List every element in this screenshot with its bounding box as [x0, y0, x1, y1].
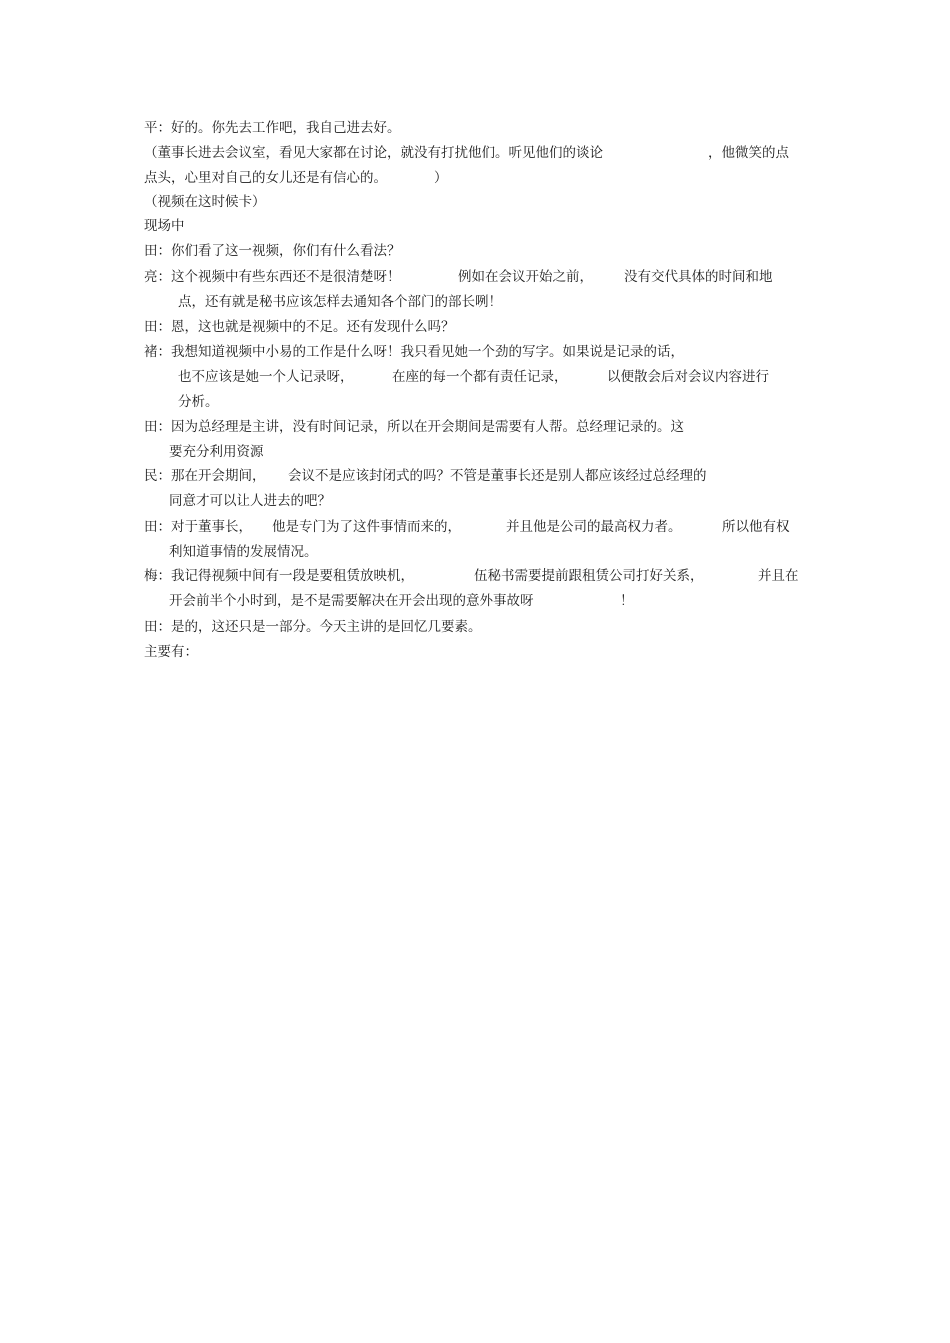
line-1: 平：好的。你先去工作吧，我自己进去好。 — [144, 120, 401, 136]
line-11a: 也不应该是她一个人记录呀， — [178, 369, 354, 385]
line-8: 点，还有就是秘书应该怎样去通知各个部门的部长咧！ — [178, 294, 502, 310]
line-7c: 没有交代具体的时间和地 — [624, 269, 773, 285]
line-21: 田：是的，这还只是一部分。今天主讲的是回忆几要素。 — [144, 619, 482, 635]
line-18: 利知道事情的发展情况。 — [169, 544, 318, 560]
line-17d: 所以他有权 — [722, 519, 790, 535]
line-14: 要充分利用资源 — [169, 444, 264, 460]
line-19c: 并且在 — [758, 568, 799, 584]
line-7b: 例如在会议开始之前， — [458, 269, 593, 285]
line-16: 同意才可以让人进去的吧？ — [169, 493, 331, 509]
line-11b: 在座的每一个都有责任记录， — [392, 369, 568, 385]
line-19a: 梅：我记得视频中间有一段是要租赁放映机， — [144, 568, 414, 584]
line-10: 褚：我想知道视频中小易的工作是什么呀！我只看见她一个劲的写字。如果说是记录的话， — [144, 344, 684, 360]
line-17a: 田：对于董事长， — [144, 519, 252, 535]
line-2a: （董事长进去会议室，看见大家都在讨论，就没有打扰他们。听见他们的谈论 — [144, 145, 603, 161]
line-3a: 点头，心里对自己的女儿还是有信心的。 — [144, 170, 387, 186]
line-3b: ） — [434, 170, 448, 186]
line-22: 主要有： — [144, 644, 198, 660]
line-17b: 他是专门为了这件事情而来的， — [272, 519, 461, 535]
line-7a: 亮：这个视频中有些东西还不是很清楚呀！ — [144, 269, 401, 285]
line-13: 田：因为总经理是主讲，没有时间记录，所以在开会期间是需要有人帮。总经理记录的。这 — [144, 419, 684, 435]
line-6: 田：你们看了这一视频，你们有什么看法？ — [144, 243, 401, 259]
line-2b: ，他微笑的点 — [708, 145, 789, 161]
line-19b: 伍秘书需要提前跟租赁公司打好关系， — [474, 568, 704, 584]
line-9: 田：恩，这也就是视频中的不足。还有发现什么吗？ — [144, 319, 455, 335]
line-12: 分析。 — [178, 394, 219, 410]
line-20a: 开会前半个小时到，是不是需要解决在开会出现的意外事故呀 — [169, 593, 534, 609]
line-11c: 以便散会后对会议内容进行 — [607, 369, 769, 385]
line-5: 现场中 — [144, 218, 185, 234]
line-20b: ！ — [620, 593, 634, 609]
line-15a: 民：那在开会期间， — [144, 468, 266, 484]
line-4: （视频在这时候卡） — [144, 194, 266, 210]
line-17c: 并且他是公司的最高权力者。 — [506, 519, 682, 535]
line-15b: 会议不是应该封闭式的吗？不管是董事长还是别人都应该经过总经理的 — [288, 468, 707, 484]
